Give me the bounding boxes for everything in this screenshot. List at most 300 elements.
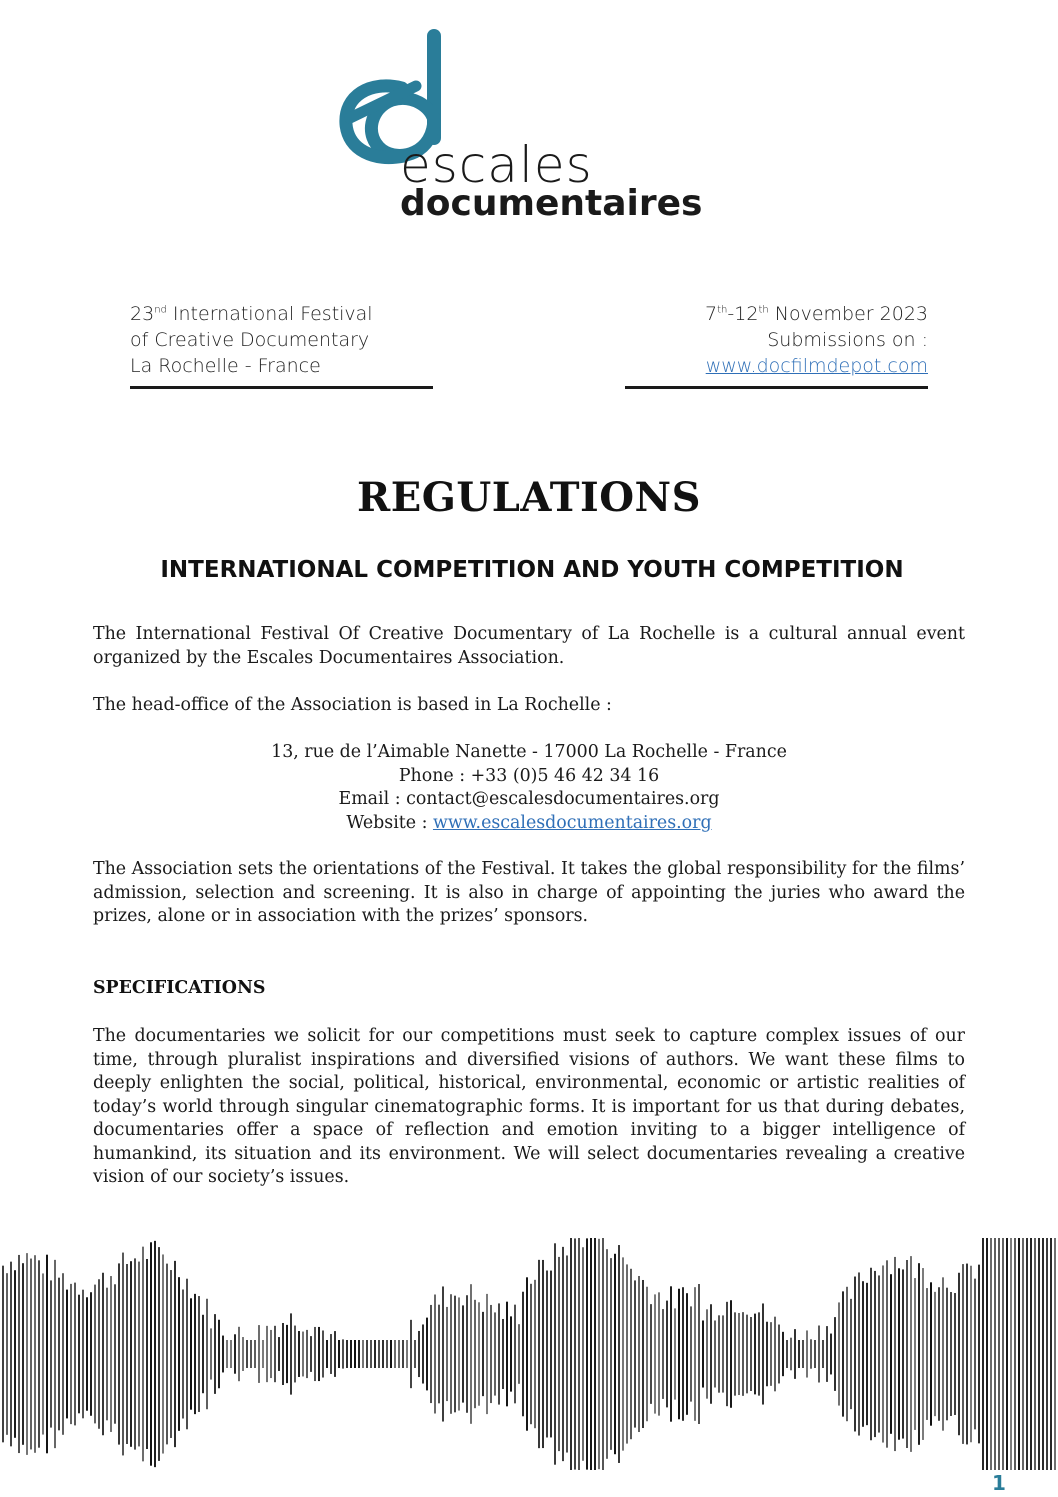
waveform-bar xyxy=(986,1238,988,1470)
waveform-bar xyxy=(342,1339,344,1368)
waveform-bar xyxy=(674,1308,676,1399)
waveform-bar xyxy=(710,1304,712,1404)
waveform-bar xyxy=(22,1263,24,1445)
waveform-bar xyxy=(378,1340,380,1368)
waveform-bar xyxy=(666,1301,668,1408)
waveform-bar xyxy=(998,1238,1000,1470)
waveform-bar xyxy=(862,1281,864,1427)
address-email: Email : contact@escalesdocumentaires.org xyxy=(338,789,720,809)
waveform-bar xyxy=(310,1336,312,1372)
waveform-bar xyxy=(530,1284,532,1424)
waveform-bar xyxy=(730,1300,732,1408)
waveform-bar xyxy=(26,1253,28,1455)
waveform-bar xyxy=(482,1312,484,1396)
sound-waveform-decoration xyxy=(0,1238,1058,1470)
waveform-bar xyxy=(486,1294,488,1414)
waveform-bar xyxy=(78,1295,80,1414)
intro-paragraph: The International Festival Of Creative Documentary of La Rochelle is a cultural annual event organized by the Escales Documentaires Association. xyxy=(93,624,965,668)
waveform-bar xyxy=(278,1337,280,1371)
waveform-bar xyxy=(926,1288,928,1420)
waveform-bar xyxy=(546,1271,548,1438)
waveform-bar xyxy=(370,1340,372,1368)
waveform-bar xyxy=(126,1264,128,1444)
waveform-bar xyxy=(770,1322,772,1386)
waveform-bar xyxy=(38,1260,40,1447)
waveform-bar xyxy=(606,1249,608,1459)
waveform-bar xyxy=(646,1287,648,1422)
association-paragraph: The Association sets the orientations of the Festival. It takes the global responsibility for the films’ admission, selection and screening. It is also in charge of appointing the juries who award the prizes, alone or in association with the prizes’ sponsors. xyxy=(93,859,965,926)
waveform-bar xyxy=(670,1286,672,1421)
waveform-bar xyxy=(806,1330,808,1377)
waveform-bar xyxy=(454,1296,456,1413)
waveform-bar xyxy=(858,1272,860,1435)
waveform-bar xyxy=(74,1283,76,1426)
waveform-bar xyxy=(58,1278,60,1431)
waveform-bar xyxy=(494,1312,496,1395)
waveform-bar xyxy=(810,1339,812,1368)
waveform-bar xyxy=(198,1296,200,1412)
waveform-bar xyxy=(842,1291,844,1416)
waveform-bar xyxy=(158,1247,160,1461)
waveform-bar xyxy=(814,1340,816,1368)
waveform-bar xyxy=(942,1277,944,1430)
waveform-bar xyxy=(450,1294,452,1414)
waveform-bar xyxy=(638,1276,640,1432)
waveform-bar xyxy=(458,1297,460,1410)
waveform-bar xyxy=(430,1305,432,1403)
waveform-bar xyxy=(122,1253,124,1456)
waveform-bar xyxy=(470,1284,472,1424)
waveform-bar xyxy=(286,1325,288,1383)
waveform-bar xyxy=(766,1322,768,1387)
waveform-bar xyxy=(642,1280,644,1428)
date-start-suffix: th xyxy=(717,304,728,316)
waveform-bar xyxy=(474,1300,476,1408)
waveform-bar xyxy=(422,1324,424,1383)
waveform-bar xyxy=(822,1340,824,1368)
waveform-bar xyxy=(30,1259,32,1450)
date-start: 7 xyxy=(705,303,718,325)
header-divider-right xyxy=(625,386,928,389)
waveform-bar xyxy=(1022,1238,1024,1470)
waveform-bar xyxy=(830,1334,832,1375)
waveform-bar xyxy=(402,1340,404,1368)
waveform-bar xyxy=(50,1280,52,1427)
waveform-bar xyxy=(306,1330,308,1378)
waveform-bar xyxy=(358,1340,360,1368)
waveform-bar xyxy=(250,1340,252,1368)
waveform-bar xyxy=(602,1238,604,1470)
waveform-bar xyxy=(950,1292,952,1416)
website-label: Website : xyxy=(346,812,433,833)
waveform-bar xyxy=(662,1309,664,1399)
waveform-bar xyxy=(882,1265,884,1442)
waveform-bar xyxy=(758,1312,760,1395)
waveform-bar xyxy=(1006,1238,1008,1470)
waveform-bar xyxy=(622,1257,624,1450)
logo-wordmark-documentaires: documentaires xyxy=(400,183,703,224)
waveform-bar xyxy=(134,1258,136,1449)
waveform-bar xyxy=(406,1340,408,1368)
waveform-bar xyxy=(62,1273,64,1435)
waveform-bar xyxy=(374,1340,376,1368)
waveform-bar xyxy=(390,1340,392,1368)
waveform-bar xyxy=(838,1302,840,1405)
waveform-bar xyxy=(558,1257,560,1451)
waveform-bar xyxy=(1026,1238,1028,1470)
waveform-bar xyxy=(590,1238,592,1470)
head-office-paragraph: The head-office of the Association is based in La Rochelle : xyxy=(93,695,612,715)
waveform-bar xyxy=(702,1320,704,1387)
waveform-bar xyxy=(774,1317,776,1392)
waveform-bar xyxy=(206,1299,208,1409)
dates-line xyxy=(600,301,928,327)
waveform-bar xyxy=(330,1334,332,1374)
waveform-bar xyxy=(1018,1238,1020,1470)
waveform-bar xyxy=(966,1264,968,1445)
waveform-bar xyxy=(506,1302,508,1407)
page-number: 1 xyxy=(992,1471,1006,1495)
waveform-bar xyxy=(1050,1238,1052,1470)
waveform-bar xyxy=(618,1245,620,1463)
waveform-bar xyxy=(542,1260,544,1448)
waveform-bar xyxy=(262,1340,264,1368)
waveform-bar xyxy=(550,1271,552,1438)
waveform-bar xyxy=(510,1316,512,1391)
waveform-bar xyxy=(1042,1238,1044,1470)
date-end: -12 xyxy=(727,303,759,325)
waveform-bar xyxy=(410,1320,412,1388)
waveform-bar xyxy=(414,1340,416,1368)
waveform-bar xyxy=(918,1263,920,1445)
waveform-bar xyxy=(86,1297,88,1410)
address-block xyxy=(93,741,965,835)
waveform-bar xyxy=(82,1290,84,1419)
waveform-bar xyxy=(334,1331,336,1377)
waveform-bar xyxy=(538,1260,540,1448)
waveform-bar xyxy=(366,1340,368,1368)
waveform-bar xyxy=(782,1332,784,1376)
waveform-bar xyxy=(174,1261,176,1447)
waveform-bar xyxy=(834,1317,836,1391)
waveform-bar xyxy=(894,1257,896,1451)
waveform-bar xyxy=(362,1340,364,1368)
edition-number: 23 xyxy=(130,303,155,325)
waveform-bar xyxy=(846,1287,848,1421)
waveform-bar xyxy=(686,1293,688,1415)
waveform-bar xyxy=(574,1238,576,1469)
waveform-bar xyxy=(14,1270,16,1438)
waveform-bar xyxy=(1014,1238,1016,1470)
waveform-bar xyxy=(302,1332,304,1377)
waveform-bar xyxy=(742,1312,744,1396)
waveform-bar xyxy=(294,1326,296,1383)
waveform-bar xyxy=(434,1294,436,1413)
header-divider-left xyxy=(130,386,433,389)
waveform-bar xyxy=(254,1340,256,1368)
waveform-bar xyxy=(850,1299,852,1409)
waveform-bar xyxy=(818,1325,820,1382)
waveform-bar xyxy=(874,1271,876,1437)
festival-dates-info xyxy=(600,301,928,379)
waveform-bar xyxy=(682,1287,684,1421)
waveform-bar xyxy=(922,1268,924,1440)
waveform-bar xyxy=(394,1340,396,1368)
waveform-bar xyxy=(1054,1238,1056,1470)
waveform-bar xyxy=(1010,1238,1012,1470)
waveform-bar xyxy=(526,1277,528,1430)
waveform-bar xyxy=(1038,1238,1040,1470)
waveform-bar xyxy=(102,1273,104,1435)
waveform-bar xyxy=(466,1295,468,1413)
waveform-bar xyxy=(282,1323,284,1385)
waveform-bar xyxy=(222,1336,224,1373)
waveform-bar xyxy=(890,1274,892,1434)
waveform-bar xyxy=(794,1329,796,1379)
waveform-bar xyxy=(418,1331,420,1377)
waveform-bar xyxy=(290,1313,292,1394)
edition-line xyxy=(130,301,440,327)
waveform-bar xyxy=(982,1238,984,1470)
page-title: REGULATIONS xyxy=(356,474,701,521)
waveform-bar xyxy=(790,1338,792,1371)
festival-type-line: of Creative Documentary xyxy=(130,329,370,351)
waveform-bar xyxy=(498,1303,500,1404)
waveform-bar xyxy=(214,1314,216,1394)
waveform-bar xyxy=(962,1264,964,1444)
waveform-bar xyxy=(994,1238,996,1470)
waveform-bar xyxy=(242,1337,244,1371)
waveform-bar xyxy=(718,1315,720,1392)
waveform-bar xyxy=(54,1260,56,1448)
waveform-bar xyxy=(698,1284,700,1424)
waveform-bar xyxy=(566,1255,568,1452)
waveform-bar xyxy=(802,1340,804,1368)
waveform-bar xyxy=(382,1340,384,1368)
waveform-bar xyxy=(690,1306,692,1401)
festival-edition-info xyxy=(130,301,440,379)
waveform-bar xyxy=(90,1292,92,1416)
waveform-bar xyxy=(534,1280,536,1428)
waveform-bar xyxy=(210,1328,212,1379)
waveform-bar xyxy=(350,1340,352,1368)
waveform-bar xyxy=(266,1326,268,1382)
waveform-bar xyxy=(626,1264,628,1443)
waveform-bar xyxy=(1030,1238,1032,1470)
address-phone: Phone : +33 (0)5 46 42 34 16 xyxy=(398,765,660,786)
waveform-bar xyxy=(182,1289,184,1418)
waveform-bar xyxy=(978,1265,980,1444)
waveform-bar xyxy=(138,1262,140,1447)
waveform-bar xyxy=(98,1279,100,1429)
waveform-bar xyxy=(94,1285,96,1424)
waveform-bar xyxy=(970,1266,972,1443)
waveform-bar xyxy=(654,1294,656,1413)
waveform-bar xyxy=(870,1268,872,1440)
waveform-bar xyxy=(142,1247,144,1462)
waveform-bar xyxy=(610,1258,612,1450)
waveform-bar xyxy=(902,1269,904,1438)
waveform-bar xyxy=(190,1298,192,1409)
waveform-bar xyxy=(1034,1238,1036,1470)
waveform-bar xyxy=(258,1325,260,1383)
waveform-bar xyxy=(738,1313,740,1395)
waveform-bar xyxy=(238,1327,240,1381)
waveform-bar xyxy=(554,1243,556,1464)
waveform-bar xyxy=(630,1269,632,1439)
waveform-bar xyxy=(114,1284,116,1423)
waveform-bar xyxy=(786,1340,788,1368)
address-website xyxy=(93,812,965,836)
waveform-bar xyxy=(346,1340,348,1368)
waveform-bar xyxy=(906,1260,908,1448)
waveform-bar xyxy=(478,1302,480,1405)
waveform-bar xyxy=(826,1326,828,1382)
waveform-bar xyxy=(230,1340,232,1368)
waveform-bar xyxy=(170,1270,172,1438)
section-heading-specifications: SPECIFICATIONS xyxy=(93,978,266,998)
waveform-bar xyxy=(734,1312,736,1395)
festival-location-line: La Rochelle - France xyxy=(130,355,321,377)
edition-text: International Festival xyxy=(166,303,373,325)
waveform-bar xyxy=(318,1327,320,1381)
waveform-bar xyxy=(322,1330,324,1377)
waveform-bar xyxy=(938,1287,940,1421)
waveform-bar xyxy=(150,1242,152,1465)
waveform-bar xyxy=(974,1279,976,1430)
waveform-bar xyxy=(946,1288,948,1421)
waveform-bar xyxy=(694,1287,696,1421)
waveform-bar xyxy=(6,1273,8,1435)
waveform-bar xyxy=(446,1307,448,1401)
waveform-bar xyxy=(438,1305,440,1404)
waveform-bar xyxy=(798,1340,800,1368)
waveform-bar xyxy=(634,1280,636,1427)
waveform-bar xyxy=(202,1315,204,1393)
website-link[interactable]: www.escalesdocumentaires.org xyxy=(432,812,712,833)
waveform-bar xyxy=(762,1303,764,1404)
waveform-bar xyxy=(746,1315,748,1394)
waveform-bar xyxy=(1046,1238,1048,1470)
waveform-bar xyxy=(518,1324,520,1384)
specifications-paragraph: The documentaries we solicit for our competitions must seek to capture complex issues of our time, through pluralist inspirations and diversified visions of authors. We want these films to deeply enlighten the social, political, historical, environmental, economic or artistic realities of today’s world through singular cinematographic forms. It is important for us that during debates, documentaries offer a space of reflection and emotion inviting to a bigger intelligence of humankind, its situation and its environment. We will select documentaries revealing a creative vision of our society’s issues. xyxy=(93,1026,965,1187)
waveform-bar xyxy=(570,1238,572,1470)
waveform-bar xyxy=(594,1238,596,1470)
waveform-bar xyxy=(110,1276,112,1432)
waveform-bar xyxy=(586,1238,588,1469)
waveform-bar xyxy=(990,1238,992,1470)
waveform-bar xyxy=(386,1340,388,1368)
waveform-bar xyxy=(750,1317,752,1391)
submissions-label: Submissions on : xyxy=(767,329,928,351)
waveform-bar xyxy=(502,1319,504,1389)
waveform-bar xyxy=(146,1259,148,1449)
waveform-bar xyxy=(442,1286,444,1421)
waveform-bar xyxy=(598,1239,600,1469)
waveform-bar xyxy=(898,1268,900,1439)
waveform-bar xyxy=(186,1279,188,1430)
edition-suffix: nd xyxy=(154,304,167,316)
waveform-bar xyxy=(354,1340,356,1368)
waveform-bar xyxy=(866,1283,868,1425)
waveform-bar xyxy=(10,1262,12,1447)
date-end-suffix: th xyxy=(758,304,769,316)
waveform-bar xyxy=(462,1305,464,1402)
waveform-bar xyxy=(778,1325,780,1384)
waveform-bar xyxy=(46,1255,48,1454)
waveform-bar xyxy=(398,1340,400,1368)
waveform-bar xyxy=(338,1340,340,1368)
waveform-bar xyxy=(118,1263,120,1444)
waveform-bar xyxy=(582,1247,584,1461)
waveform-bar xyxy=(914,1278,916,1430)
waveform-bar xyxy=(658,1292,660,1415)
waveform-bar xyxy=(66,1290,68,1419)
waveform-bar xyxy=(130,1261,132,1447)
address-street: 13, rue de l’Aimable Nanette - 17000 La Rochelle - France xyxy=(271,742,787,762)
waveform-bar xyxy=(726,1302,728,1406)
waveform-bar xyxy=(274,1326,276,1382)
waveform-bar xyxy=(954,1293,956,1415)
waveform-bar xyxy=(106,1288,108,1421)
waveform-bar xyxy=(910,1256,912,1452)
waveform-bar xyxy=(854,1277,856,1432)
waveform-bar xyxy=(234,1334,236,1373)
waveform-bar xyxy=(650,1304,652,1404)
waveform-bar xyxy=(226,1340,228,1368)
waveform-bar xyxy=(722,1315,724,1392)
waveform-bar xyxy=(678,1289,680,1420)
waveform-bar xyxy=(426,1318,428,1391)
waveform-bar xyxy=(706,1309,708,1398)
waveform-bar xyxy=(154,1241,156,1467)
waveform-bar xyxy=(490,1305,492,1403)
waveform-bar xyxy=(958,1273,960,1435)
waveform-bar xyxy=(178,1277,180,1431)
waveform-bar xyxy=(2,1266,4,1443)
page-subtitle: INTERNATIONAL COMPETITION AND YOUTH COMPETITION xyxy=(160,557,904,583)
waveform-bar xyxy=(578,1238,580,1470)
waveform-bar xyxy=(18,1255,20,1453)
waveform-bar xyxy=(1002,1238,1004,1470)
waveform-bar xyxy=(326,1340,328,1368)
waveform-bar xyxy=(270,1330,272,1378)
waveform-bar xyxy=(298,1331,300,1377)
waveform-bar xyxy=(218,1320,220,1388)
waveform-bar xyxy=(886,1260,888,1447)
waveform-bar xyxy=(194,1294,196,1414)
waveform-bar xyxy=(514,1305,516,1404)
waveform-bar xyxy=(70,1284,72,1424)
waveform-bar xyxy=(42,1273,44,1434)
waveform-bar xyxy=(930,1282,932,1425)
waveform-bar xyxy=(34,1255,36,1453)
waveform-bar xyxy=(754,1314,756,1395)
waveform-bar xyxy=(714,1320,716,1387)
waveform-bar xyxy=(934,1292,936,1416)
submissions-link[interactable]: www.docfilmdepot.com xyxy=(705,355,928,377)
waveform-bar xyxy=(246,1340,248,1368)
waveform-bar xyxy=(562,1247,564,1461)
waveform-bar xyxy=(166,1264,168,1445)
waveform-bar xyxy=(522,1292,524,1417)
logo-wordmark-escales: escales xyxy=(400,136,593,194)
waveform-bar xyxy=(162,1254,164,1453)
waveform-bar xyxy=(314,1327,316,1381)
date-month-year: November 2023 xyxy=(768,303,928,325)
waveform-bar xyxy=(614,1254,616,1454)
waveform-bar xyxy=(878,1275,880,1432)
